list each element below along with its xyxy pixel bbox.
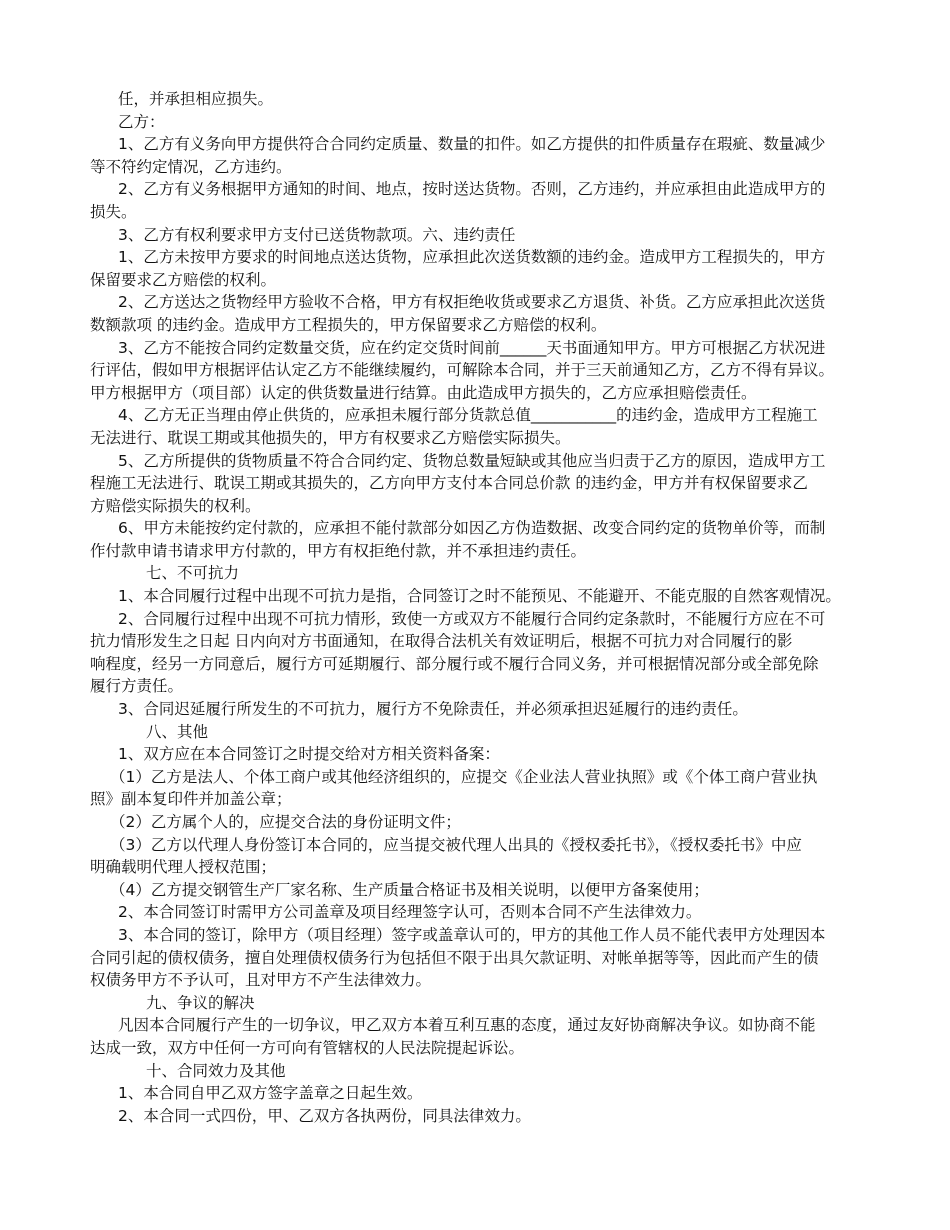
document-line: 八、其他 <box>146 722 209 741</box>
document-line: 行评估，假如甲方根据评估认定乙方不能继续履约，可解除本合同，并于三天前通知乙方，乙方不得有异议。 <box>90 361 835 380</box>
document-line: 1、双方应在本合同签订之时提交给对方相关资料备案： <box>118 745 500 764</box>
document-line: 甲方根据甲方（项目部）认定的供货数量进行结算。由此造成甲方损失的，乙方应承担赔偿责任。 <box>90 383 757 402</box>
document-line: 凡因本合同履行产生的一切争议，甲乙双方本着互利互惠的态度，通过友好协商解决争议。如协商不能 <box>118 1016 816 1035</box>
document-line: 6、甲方未能按约定付款的，应承担不能付款部分如因乙方伪造数据、改变合同约定的货物单价等，而制 <box>118 519 826 538</box>
document-page <box>90 88 870 1127</box>
document-line: 3、乙方有权利要求甲方支付已送货物款项。六、违约责任 <box>118 225 516 244</box>
document-line: 作付款申请书请求甲方付款的，甲方有权拒绝付款，并不承担违约责任。 <box>90 541 587 560</box>
document-line: 方赔偿实际损失的权利。 <box>90 496 261 515</box>
document-line: 1、本合同自甲乙双方签字盖章之日起生效。 <box>118 1084 423 1103</box>
document-line: 七、不可抗力 <box>146 564 240 583</box>
document-line: 1、乙方未按甲方要求的时间地点送达货物，应承担此次送货数额的违约金。造成甲方工程损失的，甲方 <box>118 248 826 267</box>
document-line: 1、本合同履行过程中出现不可抗力是指，合同签订之时不能预见、不能避开、不能克服的自然客观情况。 <box>118 587 841 606</box>
document-line: 2、乙方有义务根据甲方通知的时间、地点，按时送达货物。否则，乙方违约，并应承担由此造成甲方的 <box>118 180 826 199</box>
document-line: （2）乙方属个人的，应提交合法的身份证明文件； <box>110 813 461 831</box>
document-line: 权债务甲方不予认可，且对甲方不产生法律效力。 <box>90 971 432 990</box>
document-line: （3）乙方以代理人身份签订本合同的，应当提交被代理人出具的《授权委托书》，《授权委托书》中应 <box>110 835 802 854</box>
document-line: 损失。 <box>90 202 137 221</box>
document-line: 5、乙方所提供的货物质量不符合合同约定、货物总数量短缺或其他应当归责于乙方的原因，造成甲方工 <box>118 451 826 470</box>
document-line: 3、合同迟延履行所发生的不可抗力，履行方不免除责任，并必须承担迟延履行的违约责任。 <box>118 700 748 719</box>
document-line: 保留要求乙方赔偿的权利。 <box>90 270 277 289</box>
document-line: 抗力情形发生之日起 日内向对方书面通知，在取得合法机关有效证明后，根据不可抗力对合同履行的影 <box>90 632 793 651</box>
document-line: 任，并承担相应损失。 <box>118 90 274 108</box>
document-line: 2、本合同一式四份，甲、乙双方各执两份，同具法律效力。 <box>118 1106 531 1125</box>
document-line: 九、争议的解决 <box>146 993 255 1012</box>
document-line: 数额款项 的违约金。造成甲方工程损失的，甲方保留要求乙方赔偿的权利。 <box>90 315 607 334</box>
document-line: 无法进行、耽误工期或其他损失的，甲方有权要求乙方赔偿实际损失。 <box>90 428 571 447</box>
document-line: 1、乙方有义务向甲方提供符合合同约定质量、数量的扣件。如乙方提供的扣件质量存在瑕疵、数量减少 <box>118 135 826 154</box>
document-line: 合同引起的债权债务，擅自处理债权债务行为包括但不限于出具欠款证明、对帐单据等等，因此而产生的债 <box>90 948 819 967</box>
document-line: 程施工无法进行、耽误工期或其损失的，乙方向甲方支付本合同总价款 的违约金，甲方并有权保留要求乙 <box>90 474 808 493</box>
document-line: 明确载明代理人授权范围； <box>90 858 277 877</box>
document-line: 十、合同效力及其他 <box>146 1061 286 1080</box>
document-line: 3、乙方不能按合同约定数量交货，应在约定交货时间前______天书面通知甲方。甲方可根据乙方状况进 <box>118 338 826 357</box>
document-line: 4、乙方无正当理由停止供货的，应承担未履行部分货款总值___________的违约金，造成甲方工程施工 <box>118 406 818 425</box>
document-line: 乙方： <box>118 112 165 131</box>
document-line: 响程度，经另一方同意后，履行方可延期履行、部分履行或不履行合同义务，并可根据情况部分或全部免除 <box>90 654 819 673</box>
document-line: 等不符约定情况，乙方违约。 <box>90 157 292 176</box>
document-line: 照》副本复印件并加盖公章； <box>90 790 292 809</box>
document-line: （1）乙方是法人、个体工商户或其他经济组织的，应提交《企业法人营业执照》或《个体工商户营业执 <box>110 767 818 786</box>
document-line: 2、乙方送达之货物经甲方验收不合格，甲方有权拒绝收货或要求乙方退货、补货。乙方应承担此次送货 <box>118 293 826 312</box>
document-line: 2、本合同签订时需甲方公司盖章及项目经理签字认可，否则本合同不产生法律效力。 <box>118 903 702 922</box>
document-line: 履行方责任。 <box>90 677 184 696</box>
document-line: 达成一致，双方中任何一方可向有管辖权的人民法院提起诉讼。 <box>90 1038 525 1057</box>
document-line: （4）乙方提交钢管生产厂家名称、生产质量合格证书及相关说明，以便甲方备案使用； <box>110 880 709 899</box>
document-line: 3、本合同的签订，除甲方（项目经理）签字或盖章认可的，甲方的其他工作人员不能代表甲方处理因本 <box>118 925 826 944</box>
document-line: 2、合同履行过程中出现不可抗力情形，致使一方或双方不能履行合同约定条款时，不能履行方应在不可 <box>118 609 826 628</box>
